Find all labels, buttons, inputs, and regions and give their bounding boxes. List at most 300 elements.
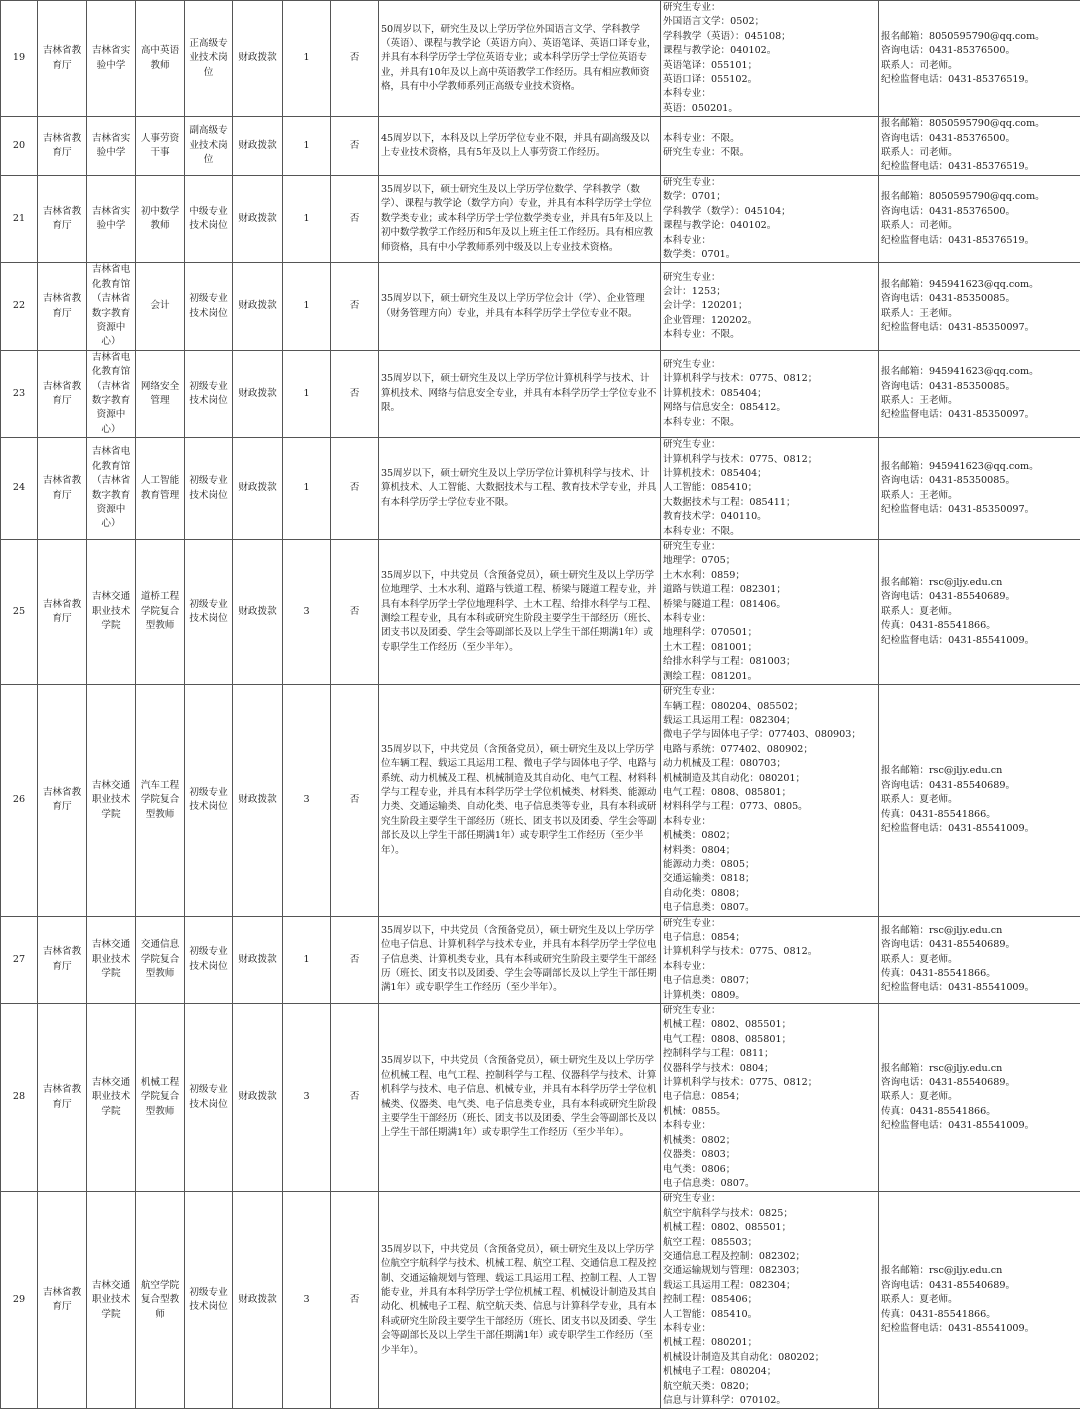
position-name-cell bbox=[136, 1, 185, 117]
majors-cell-line: 道路与铁道工程：082301； bbox=[663, 583, 876, 597]
position-type-cell-line: 技术岗位 bbox=[187, 219, 230, 233]
position-name-cell-line: 道桥工程 bbox=[138, 590, 182, 604]
position-type-cell-line: 技术岗位 bbox=[187, 800, 230, 814]
contact-cell bbox=[879, 540, 1080, 685]
department-cell-line: 吉林省教 bbox=[40, 945, 84, 959]
majors-cell-line: 研究生专业： bbox=[663, 271, 876, 285]
contact-cell bbox=[879, 685, 1080, 917]
majors-cell-line: 机械：0855。 bbox=[663, 1105, 876, 1119]
department-cell bbox=[38, 685, 87, 917]
department-cell bbox=[38, 350, 87, 437]
funding-cell: 财政拨款 bbox=[233, 685, 283, 917]
majors-cell-line: 英语口译：055102。 bbox=[663, 73, 876, 87]
contact-cell bbox=[879, 438, 1080, 540]
position-type-cell-line: 中级专业 bbox=[187, 205, 230, 219]
contact-cell bbox=[879, 175, 1080, 262]
employer-cell-line: 资源中 bbox=[89, 408, 133, 422]
majors-cell-line: 会计：1253； bbox=[663, 285, 876, 299]
position-type-cell bbox=[185, 438, 233, 540]
employer-cell-line: 学院 bbox=[89, 967, 133, 981]
position-type-cell-line: 技术岗位 bbox=[187, 307, 230, 321]
requirements-cell: 35周岁以下，中共党员（含预备党员），硕士研究生及以上学历学位地理学、土木水利、道路与铁道工程、桥梁与隧道工程专业，并具有本科学历学士学位地理科学、土木工程、给排水科学与工程、测绘工程专业，具有本科或研究生阶段主要学生干部经历（班长、团支书以及团委、学生会等副部长及以上学生干部任期满1年）或专职学生工作经历（至少半年）。 bbox=[379, 540, 661, 685]
department-cell bbox=[38, 1192, 87, 1409]
majors-cell-line: 大数据技术与工程：085411； bbox=[663, 496, 876, 510]
employer-cell-line: 验中学 bbox=[89, 146, 133, 160]
headcount-cell: 3 bbox=[283, 685, 331, 917]
majors-cell-line: 车辆工程：080204、085502； bbox=[663, 700, 876, 714]
majors-cell-line: 本科专业： bbox=[663, 1119, 876, 1133]
majors-cell-line: 电子信息：0854； bbox=[663, 1090, 876, 1104]
majors-cell-line: 信息与计算科学：070102。 bbox=[663, 1394, 876, 1408]
position-type-cell bbox=[185, 540, 233, 685]
department-cell-line: 吉林省教 bbox=[40, 205, 84, 219]
employer-cell-line: 职业技术 bbox=[89, 953, 133, 967]
position-type-cell-line: 位 bbox=[187, 66, 230, 80]
majors-cell-line: 电气类：0806； bbox=[663, 1163, 876, 1177]
majors-cell bbox=[661, 117, 879, 176]
contact-cell-line: 联系人：夏老师。 bbox=[881, 605, 1078, 619]
majors-cell bbox=[661, 350, 879, 437]
contact-cell-line: 报名邮箱：rsc@jljy.edu.cn bbox=[881, 576, 1078, 590]
employer-cell-line: 吉林省实 bbox=[89, 44, 133, 58]
requirements-cell: 35周岁以下，硕士研究生及以上学历学位计算机科学与技术、计算机技术、网络与信息安全专业，并具有本科学历学士学位专业不限。 bbox=[379, 350, 661, 437]
position-name-cell bbox=[136, 540, 185, 685]
position-type-cell-line: 业技术岗 bbox=[187, 51, 230, 65]
contact-cell-line: 报名邮箱：rsc@jljy.edu.cn bbox=[881, 1264, 1078, 1278]
majors-cell-line: 交通运输规划与管理：082303； bbox=[663, 1264, 876, 1278]
contact-cell-line: 联系人：王老师。 bbox=[881, 394, 1078, 408]
department-cell-line: 吉林省教 bbox=[40, 292, 84, 306]
position-name-cell bbox=[136, 117, 185, 176]
employer-cell bbox=[87, 685, 136, 917]
employer-cell bbox=[87, 540, 136, 685]
majors-cell-line: 研究生专业： bbox=[663, 540, 876, 554]
contact-cell-line: 报名邮箱：945941623@qq.com。 bbox=[881, 365, 1078, 379]
employer-cell bbox=[87, 1192, 136, 1409]
majors-cell-line: 电子信息类：0807。 bbox=[663, 901, 876, 915]
majors-cell-line: 本科专业： bbox=[663, 815, 876, 829]
contact-cell-line: 联系人：司老师。 bbox=[881, 219, 1078, 233]
majors-cell-line: 英语笔译：055101； bbox=[663, 59, 876, 73]
majors-cell bbox=[661, 1004, 879, 1192]
majors-cell-line: 本科专业：不限。 bbox=[663, 525, 876, 539]
position-type-cell-line: 初级专业 bbox=[187, 380, 230, 394]
majors-cell-line: 电气工程：0808、085801； bbox=[663, 786, 876, 800]
position-type-cell-line: 技术岗位 bbox=[187, 1098, 230, 1112]
table-row bbox=[1, 1004, 1080, 1192]
position-name-cell-line: 学院复合 bbox=[138, 605, 182, 619]
row-number-cell: 29 bbox=[1, 1192, 38, 1409]
employer-cell-line: 化教育馆 bbox=[89, 460, 133, 474]
position-type-cell-line: 初级专业 bbox=[187, 1286, 230, 1300]
contact-cell-line: 咨询电话：0431-85376500。 bbox=[881, 205, 1078, 219]
contact-cell-line: 联系人：司老师。 bbox=[881, 146, 1078, 160]
row-number-cell: 26 bbox=[1, 685, 38, 917]
flag-cell: 否 bbox=[331, 350, 379, 437]
requirements-cell: 35周岁以下，硕士研究生及以上学历学位数学、学科教学（数学）、课程与教学论（数学方向）专业，并具有本科学历学士学位数学类专业；或本科学历学士学位数学类专业，并具有5年及以上初中数学教学工作经历和5年及以上班主任工作经历。具有相应教师资格，具有中小学教师系列中级及以上专业技术资格。 bbox=[379, 175, 661, 262]
majors-cell-line: 机械类：0802； bbox=[663, 1134, 876, 1148]
contact-cell-line: 纪检监督电话：0431-85376519。 bbox=[881, 234, 1078, 248]
employer-cell-line: 职业技术 bbox=[89, 605, 133, 619]
position-type-cell bbox=[185, 1192, 233, 1409]
majors-cell-line: 计算机科学与技术：0775、0812； bbox=[663, 453, 876, 467]
majors-cell-line: 仪器科学与技术：0804； bbox=[663, 1062, 876, 1076]
department-cell-line: 吉林省教 bbox=[40, 132, 84, 146]
contact-cell-line: 报名邮箱：rsc@jljy.edu.cn bbox=[881, 1062, 1078, 1076]
funding-cell: 财政拨款 bbox=[233, 1192, 283, 1409]
majors-cell-line: 研究生专业：不限。 bbox=[663, 146, 876, 160]
contact-cell-line: 咨询电话：0431-85540689。 bbox=[881, 938, 1078, 952]
contact-cell-line: 传真：0431-85541866。 bbox=[881, 967, 1078, 981]
headcount-cell: 1 bbox=[283, 350, 331, 437]
majors-cell-line: 电子信息类：0807。 bbox=[663, 1177, 876, 1191]
position-type-cell bbox=[185, 117, 233, 176]
majors-cell-line: 交通信息工程及控制：082302； bbox=[663, 1250, 876, 1264]
headcount-cell: 3 bbox=[283, 1192, 331, 1409]
contact-cell bbox=[879, 1192, 1080, 1409]
department-cell bbox=[38, 916, 87, 1003]
position-name-cell-line: 干事 bbox=[138, 146, 182, 160]
employer-cell-line: 资源中 bbox=[89, 321, 133, 335]
majors-cell-line: 研究生专业： bbox=[663, 917, 876, 931]
table-row bbox=[1, 117, 1080, 176]
position-type-cell-line: 初级专业 bbox=[187, 474, 230, 488]
majors-cell-line: 电路与系统：077402、080902； bbox=[663, 743, 876, 757]
table-row bbox=[1, 540, 1080, 685]
position-name-cell bbox=[136, 916, 185, 1003]
requirements-cell: 35周岁以下，硕士研究生及以上学历学位会计（学）、企业管理（财务管理方向）专业，并具有本科学历学士学位专业不限。 bbox=[379, 263, 661, 350]
department-cell bbox=[38, 117, 87, 176]
contact-cell-line: 报名邮箱：rsc@jljy.edu.cn bbox=[881, 924, 1078, 938]
majors-cell-line: 桥梁与隧道工程：081406。 bbox=[663, 598, 876, 612]
department-cell bbox=[38, 438, 87, 540]
majors-cell-line: 计算机类：0809。 bbox=[663, 989, 876, 1003]
funding-cell: 财政拨款 bbox=[233, 1004, 283, 1192]
majors-cell-line: 企业管理：120202。 bbox=[663, 314, 876, 328]
majors-cell-line: 研究生专业： bbox=[663, 1004, 876, 1018]
funding-cell: 财政拨款 bbox=[233, 175, 283, 262]
headcount-cell: 1 bbox=[283, 1, 331, 117]
department-cell-line: 育厅 bbox=[40, 1098, 84, 1112]
majors-cell-line: 计算机科学与技术：0775、0812； bbox=[663, 372, 876, 386]
majors-cell-line: 研究生专业： bbox=[663, 1, 876, 15]
contact-cell bbox=[879, 263, 1080, 350]
department-cell-line: 育厅 bbox=[40, 59, 84, 73]
majors-cell-line: 自动化类：0808； bbox=[663, 887, 876, 901]
headcount-cell: 1 bbox=[283, 438, 331, 540]
position-name-cell bbox=[136, 685, 185, 917]
funding-cell: 财政拨款 bbox=[233, 916, 283, 1003]
majors-cell-line: 课程与教学论：040102。 bbox=[663, 219, 876, 233]
majors-cell-line: 本科专业：不限。 bbox=[663, 132, 876, 146]
contact-cell-line: 报名邮箱：945941623@qq.com。 bbox=[881, 278, 1078, 292]
majors-cell-line: 测绘工程：081201。 bbox=[663, 670, 876, 684]
position-type-cell-line: 初级专业 bbox=[187, 1083, 230, 1097]
position-name-cell-line: 人事劳资 bbox=[138, 132, 182, 146]
row-number-cell: 25 bbox=[1, 540, 38, 685]
requirements-cell: 35周岁以下，中共党员（含预备党员），硕士研究生及以上学历学位航空宇航科学与技术、机械工程、航空工程、交通信息工程及控制、交通运输规划与管理、载运工具运用工程、控制工程、人工智能专业，并具有本科学历学士学位机械工程、机械设计制造及其自动化、机械电子工程、航空航天类、信息与计算科学专业，具有本科或研究生阶段主要学生干部经历（班长、团支书以及团委、学生会等副部长及以上学生干部任期满1年）或专职学生工作经历（至少半年）。 bbox=[379, 1192, 661, 1409]
contact-cell-line: 报名邮箱：rsc@jljy.edu.cn bbox=[881, 764, 1078, 778]
employer-cell-line: 吉林省电 bbox=[89, 351, 133, 365]
employer-cell-line: 吉林省实 bbox=[89, 132, 133, 146]
position-type-cell-line: 初级专业 bbox=[187, 598, 230, 612]
majors-cell-line: 课程与教学论：040102。 bbox=[663, 44, 876, 58]
employer-cell bbox=[87, 175, 136, 262]
department-cell-line: 育厅 bbox=[40, 1300, 84, 1314]
position-name-cell-line: 型教师 bbox=[138, 1105, 182, 1119]
flag-cell: 否 bbox=[331, 1004, 379, 1192]
flag-cell: 否 bbox=[331, 175, 379, 262]
department-cell-line: 吉林省教 bbox=[40, 786, 84, 800]
position-type-cell bbox=[185, 350, 233, 437]
department-cell-line: 吉林省教 bbox=[40, 598, 84, 612]
employer-cell-line: 吉林交通 bbox=[89, 590, 133, 604]
majors-cell-line: 电子信息：0854； bbox=[663, 931, 876, 945]
headcount-cell: 1 bbox=[283, 175, 331, 262]
contact-cell bbox=[879, 117, 1080, 176]
majors-cell-line: 学科教学（数学）：045104； bbox=[663, 205, 876, 219]
employer-cell-line: 心） bbox=[89, 517, 133, 531]
contact-cell-line: 报名邮箱：945941623@qq.com。 bbox=[881, 460, 1078, 474]
contact-cell bbox=[879, 1, 1080, 117]
majors-cell-line: 机械工程：0802、085501； bbox=[663, 1018, 876, 1032]
contact-cell-line: 纪检监督电话：0431-85350097。 bbox=[881, 503, 1078, 517]
employer-cell-line: （吉林省 bbox=[89, 474, 133, 488]
employer-cell-line: 学院 bbox=[89, 1105, 133, 1119]
employer-cell bbox=[87, 117, 136, 176]
majors-cell-line: 机械电子工程：080204； bbox=[663, 1365, 876, 1379]
contact-cell-line: 咨询电话：0431-85540689。 bbox=[881, 590, 1078, 604]
funding-cell: 财政拨款 bbox=[233, 350, 283, 437]
employer-cell-line: 学院 bbox=[89, 1308, 133, 1322]
department-cell-line: 育厅 bbox=[40, 394, 84, 408]
majors-cell-line: 本科专业： bbox=[663, 87, 876, 101]
position-name-cell bbox=[136, 1004, 185, 1192]
employer-cell-line: 吉林省实 bbox=[89, 205, 133, 219]
contact-cell-line: 联系人：夏老师。 bbox=[881, 1293, 1078, 1307]
position-name-cell-line: 学院复合 bbox=[138, 793, 182, 807]
flag-cell: 否 bbox=[331, 117, 379, 176]
majors-cell-line: 教育技术学：040110。 bbox=[663, 510, 876, 524]
requirements-cell: 45周岁以下，本科及以上学历学位专业不限，并具有副高级及以上专业技术资格，具有5年及以上人事劳资工作经历。 bbox=[379, 117, 661, 176]
majors-cell-line: 数学类：0701。 bbox=[663, 248, 876, 262]
employer-cell-line: 吉林省电 bbox=[89, 445, 133, 459]
majors-cell-line: 地理科学：070501； bbox=[663, 626, 876, 640]
majors-cell-line: 材料科学与工程：0773、0805。 bbox=[663, 800, 876, 814]
employer-cell-line: 吉林交通 bbox=[89, 1076, 133, 1090]
position-name-cell-line: 学院复合 bbox=[138, 953, 182, 967]
position-type-cell-line: 初级专业 bbox=[187, 786, 230, 800]
majors-cell bbox=[661, 1192, 879, 1409]
majors-cell-line: 计算机科学与技术：0775、0812。 bbox=[663, 945, 876, 959]
majors-cell-line: 控制科学与工程：0811； bbox=[663, 1047, 876, 1061]
majors-cell-line: 本科专业： bbox=[663, 960, 876, 974]
majors-cell-line: 航空工程：085503； bbox=[663, 1236, 876, 1250]
position-name-cell-line: 高中英语 bbox=[138, 44, 182, 58]
department-cell-line: 育厅 bbox=[40, 960, 84, 974]
contact-cell-line: 联系人：王老师。 bbox=[881, 307, 1078, 321]
table-row bbox=[1, 175, 1080, 262]
position-type-cell-line: 技术岗位 bbox=[187, 489, 230, 503]
contact-cell bbox=[879, 350, 1080, 437]
contact-cell-line: 联系人：司老师。 bbox=[881, 59, 1078, 73]
majors-cell-line: 地理学：0705； bbox=[663, 554, 876, 568]
majors-cell-line: 机械工程：0802、085501； bbox=[663, 1221, 876, 1235]
department-cell-line: 育厅 bbox=[40, 800, 84, 814]
position-name-cell-line: 管理 bbox=[138, 394, 182, 408]
contact-cell-line: 纪检监督电话：0431-85541009。 bbox=[881, 981, 1078, 995]
position-name-cell-line: 机械工程 bbox=[138, 1076, 182, 1090]
majors-cell-line: 给排水科学与工程：081003； bbox=[663, 655, 876, 669]
majors-cell-line: 能源动力类：0805； bbox=[663, 858, 876, 872]
majors-cell-line: 电气工程：0808、085801； bbox=[663, 1033, 876, 1047]
table-body bbox=[1, 1, 1080, 1409]
employer-cell-line: 数字教育 bbox=[89, 489, 133, 503]
position-name-cell bbox=[136, 263, 185, 350]
majors-cell-line: 动力机械及工程：080703； bbox=[663, 757, 876, 771]
majors-cell-line: 研究生专业： bbox=[663, 358, 876, 372]
position-name-cell-line: 复合型教 bbox=[138, 1293, 182, 1307]
majors-cell bbox=[661, 916, 879, 1003]
contact-cell-line: 纪检监督电话：0431-85541009。 bbox=[881, 1322, 1078, 1336]
majors-cell-line: 航空航天类：0820； bbox=[663, 1380, 876, 1394]
position-name-cell bbox=[136, 350, 185, 437]
headcount-cell: 3 bbox=[283, 1004, 331, 1192]
position-type-cell bbox=[185, 263, 233, 350]
majors-cell-line: 计算机技术：085404； bbox=[663, 467, 876, 481]
position-name-cell bbox=[136, 1192, 185, 1409]
department-cell bbox=[38, 1, 87, 117]
employer-cell bbox=[87, 916, 136, 1003]
department-cell bbox=[38, 175, 87, 262]
majors-cell-line: 载运工具运用工程：082304； bbox=[663, 1279, 876, 1293]
department-cell-line: 育厅 bbox=[40, 612, 84, 626]
position-type-cell-line: 副高级专 bbox=[187, 124, 230, 138]
employer-cell-line: 吉林交通 bbox=[89, 938, 133, 952]
majors-cell bbox=[661, 1, 879, 117]
contact-cell-line: 咨询电话：0431-85376500。 bbox=[881, 132, 1078, 146]
majors-cell-line: 数学：0701； bbox=[663, 190, 876, 204]
contact-cell-line: 纪检监督电话：0431-85541009。 bbox=[881, 634, 1078, 648]
employer-cell bbox=[87, 1, 136, 117]
majors-cell bbox=[661, 685, 879, 917]
contact-cell-line: 咨询电话：0431-85540689。 bbox=[881, 1279, 1078, 1293]
contact-cell-line: 联系人：夏老师。 bbox=[881, 953, 1078, 967]
position-type-cell-line: 技术岗位 bbox=[187, 394, 230, 408]
contact-cell-line: 报名邮箱：8050595790@qq.com。 bbox=[881, 30, 1078, 44]
contact-cell-line: 报名邮箱：8050595790@qq.com。 bbox=[881, 190, 1078, 204]
majors-cell-line: 研究生专业： bbox=[663, 176, 876, 190]
table-row bbox=[1, 916, 1080, 1003]
majors-cell-line: 交通运输类：0818； bbox=[663, 872, 876, 886]
contact-cell-line: 联系人：夏老师。 bbox=[881, 1090, 1078, 1104]
contact-cell-line: 传真：0431-85541866。 bbox=[881, 619, 1078, 633]
contact-cell bbox=[879, 1004, 1080, 1192]
table-row bbox=[1, 1192, 1080, 1409]
position-name-cell-line: 网络安全 bbox=[138, 380, 182, 394]
position-name-cell-line: 航空学院 bbox=[138, 1279, 182, 1293]
contact-cell-line: 咨询电话：0431-85350085。 bbox=[881, 292, 1078, 306]
position-name-cell-line: 师 bbox=[138, 1308, 182, 1322]
position-name-cell-line: 教育管理 bbox=[138, 489, 182, 503]
position-type-cell bbox=[185, 685, 233, 917]
funding-cell: 财政拨款 bbox=[233, 438, 283, 540]
position-name-cell-line: 汽车工程 bbox=[138, 779, 182, 793]
contact-cell-line: 纪检监督电话：0431-85350097。 bbox=[881, 408, 1078, 422]
employer-cell-line: 验中学 bbox=[89, 219, 133, 233]
headcount-cell: 1 bbox=[283, 117, 331, 176]
headcount-cell: 3 bbox=[283, 540, 331, 685]
department-cell-line: 吉林省教 bbox=[40, 474, 84, 488]
employer-cell-line: 职业技术 bbox=[89, 1293, 133, 1307]
majors-cell-line: 载运工具运用工程：082304； bbox=[663, 714, 876, 728]
majors-cell bbox=[661, 263, 879, 350]
position-name-cell-line: 型教师 bbox=[138, 619, 182, 633]
employer-cell-line: 学院 bbox=[89, 808, 133, 822]
majors-cell-line: 本科专业： bbox=[663, 612, 876, 626]
flag-cell: 否 bbox=[331, 540, 379, 685]
flag-cell: 否 bbox=[331, 916, 379, 1003]
department-cell bbox=[38, 263, 87, 350]
employer-cell bbox=[87, 438, 136, 540]
flag-cell: 否 bbox=[331, 1192, 379, 1409]
position-type-cell-line: 技术岗位 bbox=[187, 612, 230, 626]
department-cell bbox=[38, 540, 87, 685]
position-name-cell-line: 型教师 bbox=[138, 967, 182, 981]
funding-cell: 财政拨款 bbox=[233, 1, 283, 117]
employer-cell-line: 心） bbox=[89, 423, 133, 437]
majors-cell bbox=[661, 175, 879, 262]
department-cell-line: 育厅 bbox=[40, 307, 84, 321]
requirements-cell: 50周岁以下，研究生及以上学历学位外国语言文学、学科教学（英语）、课程与教学论（英语方向）、英语笔译、英语口译专业，并具有本科学历学士学位英语专业；或本科学历学士学位英语专业，并具有10年及以上高中英语教学工作经历。具有相应教师资格，具有中小学教师系列正高级专业技术资格。 bbox=[379, 1, 661, 117]
majors-cell-line: 本科专业：不限。 bbox=[663, 328, 876, 342]
requirements-cell: 35周岁以下，中共党员（含预备党员），硕士研究生及以上学历学位车辆工程、载运工具运用工程、微电子学与固体电子学、电路与系统、动力机械及工程、机械制造及其自动化、电气工程、材料科学与工程专业，并具有本科学历学士学位机械类、材料类、能源动力类、交通运输类、自动化类、电子信息类等专业，具有本科或研究生阶段主要学生干部经历（班长、团支书以及团委、学生会等副部长及以上学生干部任期满1年）或专职学生工作经历（至少半年）。 bbox=[379, 685, 661, 917]
department-cell-line: 育厅 bbox=[40, 489, 84, 503]
majors-cell-line: 计算机技术：085404； bbox=[663, 387, 876, 401]
funding-cell: 财政拨款 bbox=[233, 117, 283, 176]
contact-cell-line: 纪检监督电话：0431-85541009。 bbox=[881, 822, 1078, 836]
row-number-cell: 27 bbox=[1, 916, 38, 1003]
department-cell-line: 吉林省教 bbox=[40, 1286, 84, 1300]
employer-cell-line: （吉林省 bbox=[89, 292, 133, 306]
employer-cell-line: 吉林省电 bbox=[89, 263, 133, 277]
row-number-cell: 24 bbox=[1, 438, 38, 540]
position-type-cell-line: 初级专业 bbox=[187, 945, 230, 959]
majors-cell-line: 学科教学（英语）：045108； bbox=[663, 30, 876, 44]
headcount-cell: 1 bbox=[283, 263, 331, 350]
position-type-cell-line: 正高级专 bbox=[187, 37, 230, 51]
employer-cell-line: 数字教育 bbox=[89, 394, 133, 408]
employer-cell-line: 数字教育 bbox=[89, 307, 133, 321]
position-name-cell bbox=[136, 175, 185, 262]
contact-cell-line: 联系人：夏老师。 bbox=[881, 793, 1078, 807]
majors-cell-line: 本科专业： bbox=[663, 234, 876, 248]
position-name-cell-line: 教师 bbox=[138, 219, 182, 233]
majors-cell-line: 航空宇航科学与技术：0825； bbox=[663, 1207, 876, 1221]
employer-cell bbox=[87, 350, 136, 437]
majors-cell-line: 研究生专业： bbox=[663, 1192, 876, 1206]
majors-cell-line: 电子信息类：0807； bbox=[663, 974, 876, 988]
position-type-cell-line: 位 bbox=[187, 153, 230, 167]
contact-cell-line: 咨询电话：0431-85540689。 bbox=[881, 1076, 1078, 1090]
position-name-cell-line: 交通信息 bbox=[138, 938, 182, 952]
contact-cell-line: 纪检监督电话：0431-85541009。 bbox=[881, 1119, 1078, 1133]
majors-cell-line: 人工智能：085410； bbox=[663, 481, 876, 495]
employer-cell-line: （吉林省 bbox=[89, 380, 133, 394]
table-row bbox=[1, 1, 1080, 117]
majors-cell-line: 微电子学与固体电子学：077403、080903； bbox=[663, 728, 876, 742]
table-row bbox=[1, 350, 1080, 437]
